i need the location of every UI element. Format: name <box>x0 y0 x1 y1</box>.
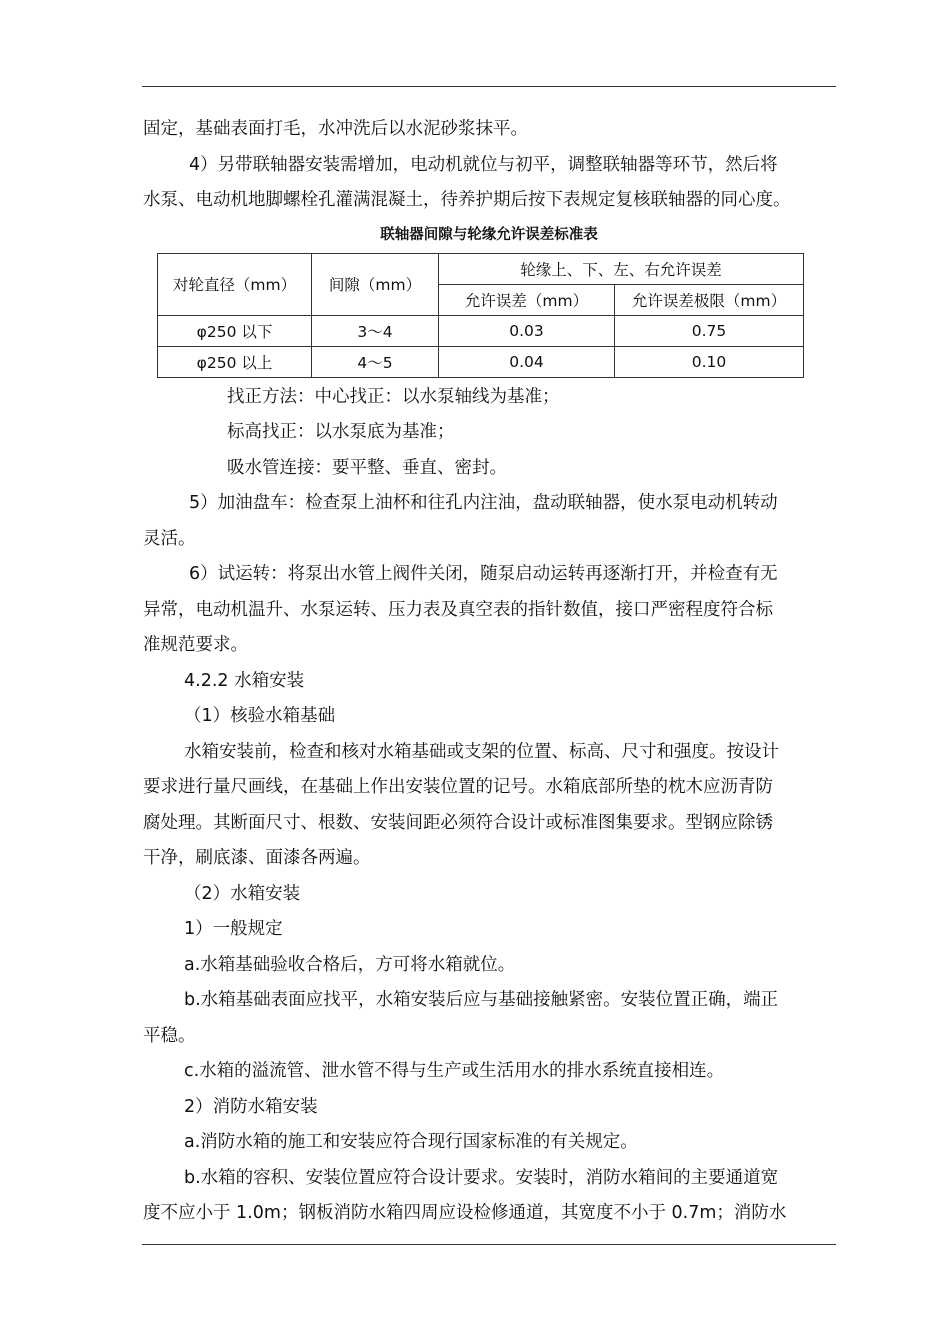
cell-gap: 4～5 <box>312 346 439 377</box>
section-heading: 4.2.2 水箱安装 <box>184 670 305 691</box>
cell-tolerance: 0.03 <box>439 315 615 346</box>
header-group: 轮缘上、下、左、右允许误差 <box>439 253 804 284</box>
text-line: 找正方法：中心找正：以水泵轴线为基准； <box>227 386 560 407</box>
text-line: 腐处理。其断面尺寸、根数、安装间距必须符合设计或标准图集要求。型钢应除锈 <box>143 812 773 833</box>
text-line: b.水箱的容积、安装位置应符合设计要求。安装时，消防水箱间的主要通道宽 <box>184 1167 779 1188</box>
text-line: 5）加油盘车：检查泵上油杯和往孔内注油，盘动联轴器，使水泵电动机转动 <box>189 493 778 513</box>
text-line: 4）另带联轴器安装需增加，电动机就位与初平，调整联轴器等环节，然后将 <box>189 154 778 175</box>
header-tolerance: 允许误差（mm） <box>439 284 615 315</box>
text-line: 水泵、电动机地脚螺栓孔灌满混凝土，待养护期后按下表规定复核联轴器的同心度。 <box>143 190 791 210</box>
document-body <box>143 112 835 1232</box>
text-line: 干净，刷底漆、面漆各两遍。 <box>143 848 371 868</box>
cell-gap: 3～4 <box>312 315 439 346</box>
header-rule <box>142 86 836 87</box>
subsection-heading: （1）核验水箱基础 <box>184 706 336 726</box>
header-gap: 间隙（mm） <box>312 253 439 315</box>
cell-diameter: φ250 以上 <box>158 346 312 377</box>
text-line: 标高找正：以水泵底为基准； <box>227 422 455 442</box>
table-row <box>158 346 804 377</box>
text-line: c.水箱的溢流管、泄水管不得与生产或生活用水的排水系统直接相连。 <box>184 1061 725 1081</box>
text-line: b.水箱基础表面应找平，水箱安装后应与基础接触紧密。安装位置正确，端正 <box>184 990 779 1010</box>
subsection-heading: （2）水箱安装 <box>184 883 301 904</box>
text-line: 1）一般规定 <box>184 919 283 939</box>
text-line: 度不应小于 1.0m；钢板消防水箱四周应设检修通道，其宽度不小于 0.7m；消防水 <box>143 1203 787 1223</box>
text-line: 水箱安装前，检查和核对水箱基础或支架的位置、标高、尺寸和强度。按设计 <box>184 741 779 762</box>
cell-limit: 0.10 <box>615 346 804 377</box>
table-caption: 联轴器间隙与轮缘允许误差标准表 <box>380 226 598 243</box>
text-line: 异常，电动机温升、水泵运转、压力表及真空表的指针数值，接口严密程度符合标 <box>143 599 773 620</box>
cell-limit: 0.75 <box>615 315 804 346</box>
text-line: 固定，基础表面打毛，水冲洗后以水泥砂浆抹平。 <box>143 119 528 139</box>
coupling-tolerance-table <box>157 253 804 378</box>
cell-tolerance: 0.04 <box>439 346 615 377</box>
text-line: 要求进行量尺画线，在基础上作出安装位置的记号。水箱底部所垫的枕木应沥青防 <box>143 777 773 797</box>
text-line: 准规范要求。 <box>143 635 248 655</box>
text-line: a.消防水箱的施工和安装应符合现行国家标准的有关规定。 <box>184 1132 638 1152</box>
table-row <box>158 315 804 346</box>
footer-rule <box>142 1244 836 1245</box>
header-limit: 允许误差极限（mm） <box>615 284 804 315</box>
header-diameter: 对轮直径（mm） <box>158 253 312 315</box>
table-header-row <box>158 253 804 284</box>
text-line: 吸水管连接：要平整、垂直、密封。 <box>227 457 507 478</box>
text-line: 平稳。 <box>143 1025 196 1046</box>
text-line: 2）消防水箱安装 <box>184 1096 318 1117</box>
cell-diameter: φ250 以下 <box>158 315 312 346</box>
text-line: 灵活。 <box>143 528 196 549</box>
text-line: 6）试运转：将泵出水管上阀件关闭，随泵启动运转再逐渐打开，并检查有无 <box>189 564 778 584</box>
text-line: a.水箱基础验收合格后，方可将水箱就位。 <box>184 954 516 975</box>
